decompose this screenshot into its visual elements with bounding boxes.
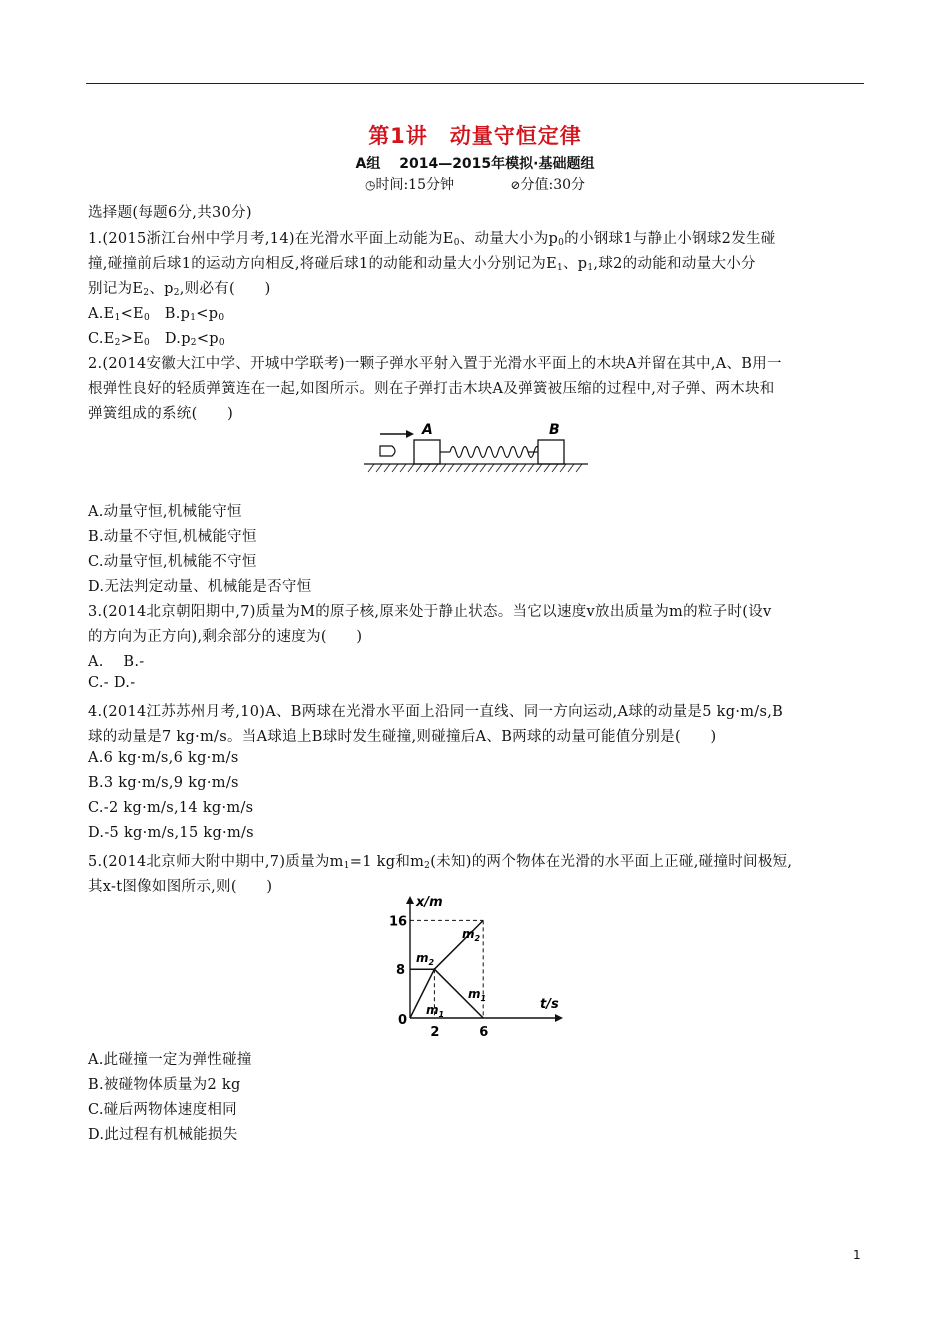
q3-line-2: 的方向为正方向),剩余部分的速度为( ) (88, 629, 363, 645)
block-b-label: B (549, 422, 560, 438)
arrow-head-icon (406, 430, 414, 438)
q2-option-d: D.无法判定动量、机械能是否守恒 (88, 579, 312, 595)
q4-line-2: 球的动量是7 kg·m/s。当A球追上B球时发生碰撞,则碰撞后A、B两球的动量可能值分别是( ) (88, 729, 717, 745)
q1-line-1: 1.(2015浙江台州中学月考,14)在光滑水平面上动能为$E_0$、动量大小为$p_0$的小钢球1与静止小钢球2发生碰 (88, 231, 776, 248)
q2-line-2: 根弹性良好的轻质弹簧连在一起,如图所示。则在子弹打击木块A及弹簧被压缩的过程中,对子弹、两木块和 (88, 381, 775, 397)
xt-graph (370, 892, 570, 1042)
exam-meta (0, 174, 950, 194)
q2-option-a: A.动量守恒,机械能守恒 (88, 504, 242, 520)
check-circle-icon: ⊘ (510, 178, 521, 192)
q4-option-d: D.-5 kg·m/s,15 kg·m/s (88, 825, 254, 841)
time-text: 时间:15分钟 (375, 177, 454, 193)
q5-option-d: D.此过程有机械能损失 (88, 1127, 238, 1143)
q5-line-1: 5.(2014北京师大附中期中,7)质量为$m_1=1$ kg和$m_2$(未知)的两个物体在光滑的水平面上正碰,碰撞时间极短, (88, 854, 793, 871)
block-b (538, 440, 564, 464)
block-a (414, 440, 440, 464)
y-axis-arrow-icon (406, 896, 414, 904)
time-info (365, 177, 454, 193)
series-label-m1: $m_1$ (426, 1003, 445, 1019)
ground-hatch (368, 464, 582, 472)
x-tick-label: 2 (430, 1025, 440, 1040)
q5-line-2: 其x-t图像如图所示,则( ) (88, 879, 273, 895)
q3-line-1: 3.(2014北京朝阳期中,7)质量为M的原子核,原来处于静止状态。当它以速度v放出质量为m的粒子时(设v (88, 604, 772, 620)
series-label-m2: $m_2$ (462, 927, 481, 943)
q5-option-b: B.被碰物体质量为2 kg (88, 1077, 241, 1093)
score-text: 分值:30分 (520, 177, 586, 193)
q5-option-c: C.碰后两物体速度相同 (88, 1102, 237, 1118)
y-tick-label: 8 (396, 963, 406, 979)
y-axis-label: x/m (416, 895, 443, 910)
score-info (510, 177, 585, 193)
bullet-icon (380, 446, 395, 456)
section-heading: 选择题(每题6分,共30分) (88, 205, 252, 221)
q3-options-ab: A. B.- (88, 654, 145, 670)
q1-line-3: 别记为$E_2$、$p_2$,则必有( ) (88, 281, 271, 298)
y-tick-label: 16 (389, 914, 408, 930)
header-rule (86, 83, 864, 84)
q4-option-a: A.6 kg·m/s,6 kg·m/s (88, 750, 239, 766)
spring-blocks-figure (362, 418, 592, 478)
page-subtitle: A组 2014—2015年模拟·基础题组 (355, 156, 595, 172)
clock-icon: ◷ (364, 178, 376, 192)
q3-options-cd: C.- D.- (88, 675, 136, 691)
page-number: 1 (853, 1248, 861, 1262)
series-label-m1: $m_1$ (468, 987, 487, 1003)
q2-line-1: 2.(2014安徽大江中学、开城中学联考)一颗子弹水平射入置于光滑水平面上的木块A并留在其中,A、B用一 (88, 356, 782, 372)
q4-option-b: B.3 kg·m/s,9 kg·m/s (88, 775, 239, 791)
x-axis-arrow-icon (555, 1014, 563, 1022)
x-axis-label: t/s (540, 997, 559, 1012)
q1-options-ab: $A.E_1<E_0$ $B.p_1<p_0$ (88, 306, 225, 323)
q1-options-cd: $C.E_2>E_0$ $D.p_2<p_0$ (88, 331, 225, 348)
q2-line-3: 弹簧组成的系统( ) (88, 406, 234, 422)
x-tick-label: 6 (479, 1025, 489, 1040)
q2-option-b: B.动量不守恒,机械能守恒 (88, 529, 257, 545)
q1-line-2: 撞,碰撞前后球1的运动方向相反,将碰后球1的动能和动量大小分别记为$E_1$、$p_1$,球2的动能和动量大小分 (88, 256, 756, 273)
q5-option-a: A.此碰撞一定为弹性碰撞 (88, 1052, 252, 1068)
block-a-label: A (422, 422, 433, 438)
q2-option-c: C.动量守恒,机械能不守恒 (88, 554, 257, 570)
q4-line-1: 4.(2014江苏苏州月考,10)A、B两球在光滑水平面上沿同一直线、同一方向运动,A球的动量是5 kg·m/s,B (88, 704, 784, 720)
x-tick-label: 0 (398, 1013, 408, 1028)
q4-option-c: C.-2 kg·m/s,14 kg·m/s (88, 800, 254, 816)
spring-icon (440, 447, 540, 458)
page-title: 第1讲 动量守恒定律 (368, 124, 582, 148)
series-label-m2: $m_2$ (416, 951, 435, 967)
